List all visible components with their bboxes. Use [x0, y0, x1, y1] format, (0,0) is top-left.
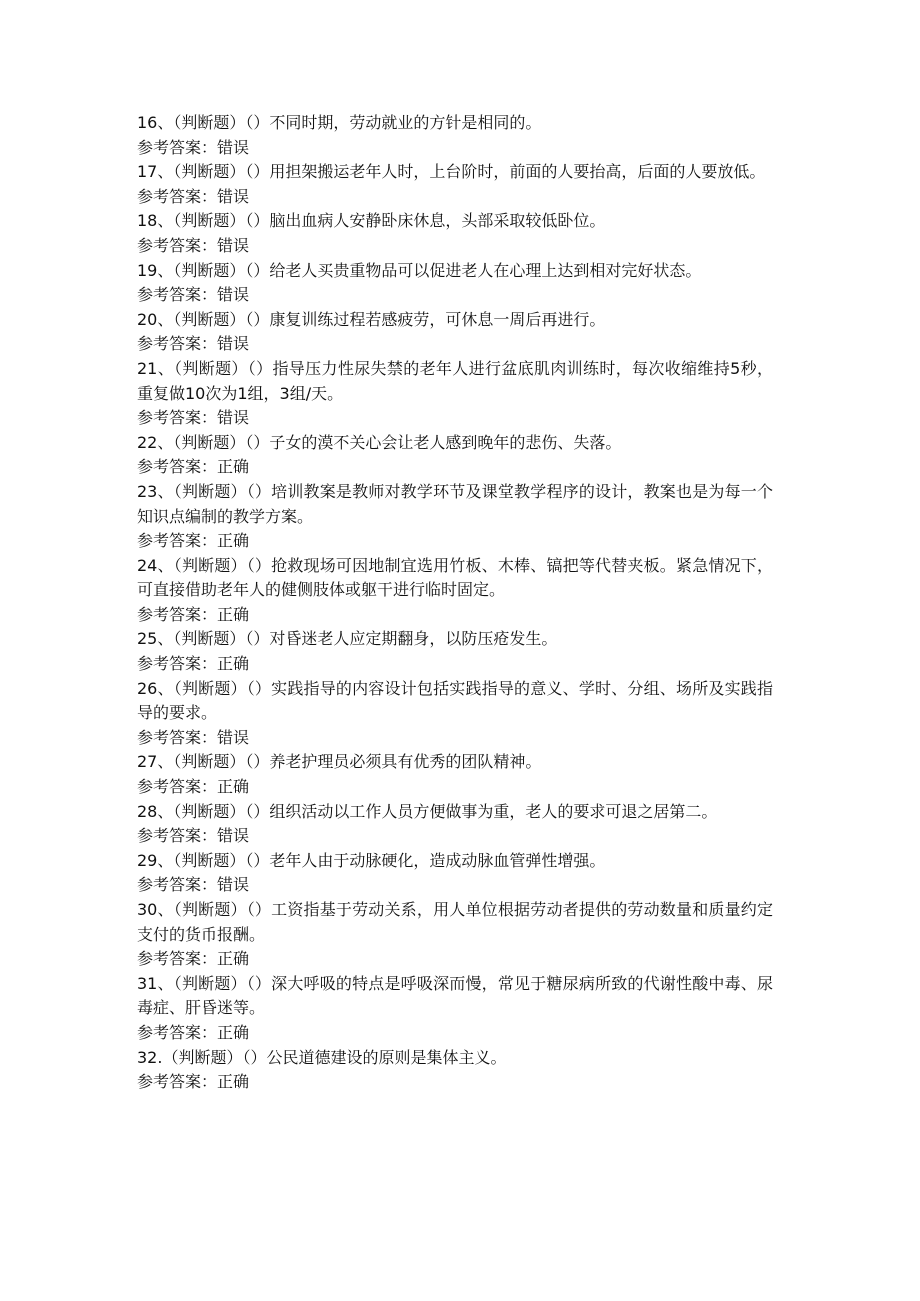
question-text: 29、（判断题）（）老年人由于动脉硬化，造成动脉血管弹性增强。 [137, 850, 606, 870]
question-item [137, 431, 773, 480]
answer-text: 参考答案：错误 [137, 285, 250, 305]
question-text: 19、（判断题）（）给老人买贵重物品可以促进老人在心理上达到相对完好状态。 [137, 260, 702, 280]
answer-text: 参考答案：错误 [137, 727, 250, 747]
question-item [137, 259, 773, 308]
answer-text: 参考答案：错误 [137, 826, 250, 846]
answer-text: 参考答案：正确 [137, 531, 250, 551]
question-text: 22、（判断题）（）子女的漠不关心会让老人感到晚年的悲伤、失落。 [137, 432, 622, 452]
question-item [137, 357, 773, 431]
question-item [137, 160, 773, 209]
question-text: 27、（判断题）（）养老护理员必须具有优秀的团队精神。 [137, 752, 542, 772]
question-text: 24、（判断题）（）抢救现场可因地制宜选用竹板、木棒、镐把等代替夹板。紧急情况下，可直接借助老年人的健侧肢体或躯干进行临时固定。 [137, 555, 773, 600]
question-item [137, 972, 773, 1046]
question-item [137, 554, 773, 628]
answer-text: 参考答案：正确 [137, 654, 250, 674]
answer-text: 参考答案：正确 [137, 604, 250, 624]
question-item [137, 627, 773, 676]
question-text: 23、（判断题）（）培训教案是教师对教学环节及课堂教学程序的设计，教案也是为每一个知识点编制的教学方案。 [137, 481, 773, 526]
answer-text: 参考答案：正确 [137, 777, 250, 797]
document-page [137, 111, 773, 1095]
question-item [137, 308, 773, 357]
question-text: 17、（判断题）（）用担架搬运老年人时，上台阶时，前面的人要抬高，后面的人要放低。 [137, 162, 766, 182]
question-item [137, 111, 773, 160]
question-text: 30、（判断题）（）工资指基于劳动关系，用人单位根据劳动者提供的劳动数量和质量约定支付的货币报酬。 [137, 900, 773, 944]
question-item [137, 750, 773, 799]
question-text: 28、（判断题）（）组织活动以工作人员方便做事为重，老人的要求可退之居第二。 [137, 801, 718, 821]
answer-text: 参考答案：正确 [137, 1072, 250, 1092]
question-text: 20、（判断题）（）康复训练过程若感疲劳，可休息一周后再进行。 [137, 309, 606, 329]
question-text: 21、（判断题）（）指导压力性尿失禁的老年人进行盆底肌肉训练时，每次收缩维持5秒，重复做10次为1组，3组/天。 [137, 358, 773, 403]
question-item [137, 898, 773, 972]
question-item [137, 209, 773, 258]
question-text: 18、（判断题）（）脑出血病人安静卧床休息，头部采取较低卧位。 [137, 211, 606, 231]
answer-text: 参考答案：错误 [137, 186, 250, 206]
question-item [137, 480, 773, 554]
question-text: 31、（判断题）（）深大呼吸的特点是呼吸深而慢，常见于糖尿病所致的代谢性酸中毒、尿毒症、肝昏迷等。 [137, 973, 773, 1018]
answer-text: 参考答案：错误 [137, 137, 250, 157]
answer-text: 参考答案：正确 [137, 1022, 250, 1042]
question-item [137, 677, 773, 751]
question-item [137, 849, 773, 898]
question-text: 26、（判断题）（）实践指导的内容设计包括实践指导的意义、学时、分组、场所及实践指导的要求。 [137, 678, 773, 723]
question-item [137, 800, 773, 849]
question-item [137, 1046, 773, 1095]
answer-text: 参考答案：错误 [137, 875, 250, 895]
answer-text: 参考答案：错误 [137, 334, 250, 354]
question-text: 25、（判断题）（）对昏迷老人应定期翻身，以防压疮发生。 [137, 629, 558, 649]
answer-text: 参考答案：错误 [137, 408, 250, 428]
answer-text: 参考答案：错误 [137, 235, 250, 255]
answer-text: 参考答案：正确 [137, 949, 250, 969]
question-text: 16、（判断题）（）不同时期，劳动就业的方针是相同的。 [137, 113, 542, 132]
question-text: 32.（判断题）（）公民道德建设的原则是集体主义。 [137, 1047, 507, 1067]
answer-text: 参考答案：正确 [137, 457, 250, 477]
